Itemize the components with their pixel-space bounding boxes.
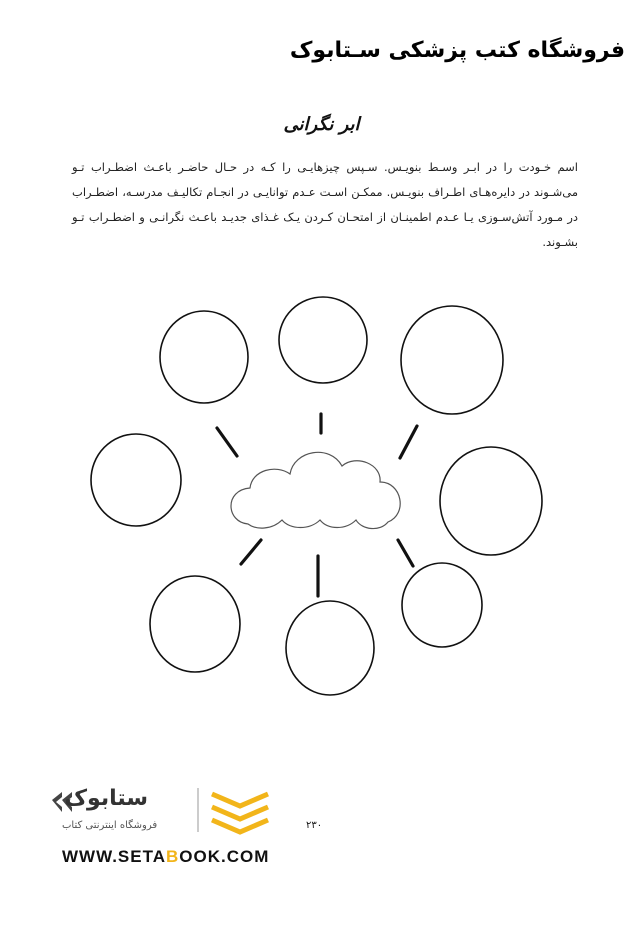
- center-cloud[interactable]: [231, 452, 400, 528]
- worry-circle-bottom-right[interactable]: [402, 563, 482, 647]
- store-title: فروشگاه کتب پزشکی سـتابوک: [289, 38, 625, 63]
- page-number: ۲۳۰: [306, 820, 323, 831]
- logo-tagline: فروشگاه اینترنتی کتاب: [62, 820, 158, 831]
- website-url[interactable]: [62, 847, 269, 867]
- website-url-suffix: OOK.COM: [179, 847, 270, 866]
- connector-line-bottom-left: [241, 540, 261, 564]
- worry-circle-bottom-left[interactable]: [150, 576, 240, 672]
- worry-circle-bottom-center[interactable]: [286, 601, 374, 695]
- connector-line-top-left: [217, 428, 237, 456]
- website-url-accent: B: [166, 847, 180, 866]
- worry-circle-top-right[interactable]: [401, 306, 503, 414]
- worry-circle-middle-right[interactable]: [440, 447, 542, 555]
- website-url-prefix: WWW.SETA: [62, 847, 166, 866]
- worry-circle-middle-left[interactable]: [91, 434, 181, 526]
- connector-line-bottom-right: [398, 540, 413, 566]
- chevron-logo-icon: [212, 794, 268, 832]
- worry-circle-top-center[interactable]: [279, 297, 367, 383]
- logo-brand-text: ستابوک: [64, 786, 148, 811]
- connector-line-top-right: [400, 426, 417, 458]
- worksheet-title: ابر نگرانی: [283, 114, 360, 135]
- worry-circle-top-left[interactable]: [160, 311, 248, 403]
- instructions-paragraph: اسم خـودت را در ابـر وسـط بنویـس. سـپس چیزهایـی را کـه در حـال حاضـر باعـث اضطـراب تـو می‌شـوند در دایره‌هـای اطـراف بنویـس. ممکـن اسـت عـدم توانایـی در انجـام تکالیـف مدرسـه، اضطـراب در مـورد آتش‌سـوزی یـا عـدم اطمینـان از امتحـان کـردن یـک غـذای جدیـد باعـث نگرانـی و اضطـراب تـو بشـوند.: [72, 160, 578, 249]
- connector-lines: [217, 414, 417, 596]
